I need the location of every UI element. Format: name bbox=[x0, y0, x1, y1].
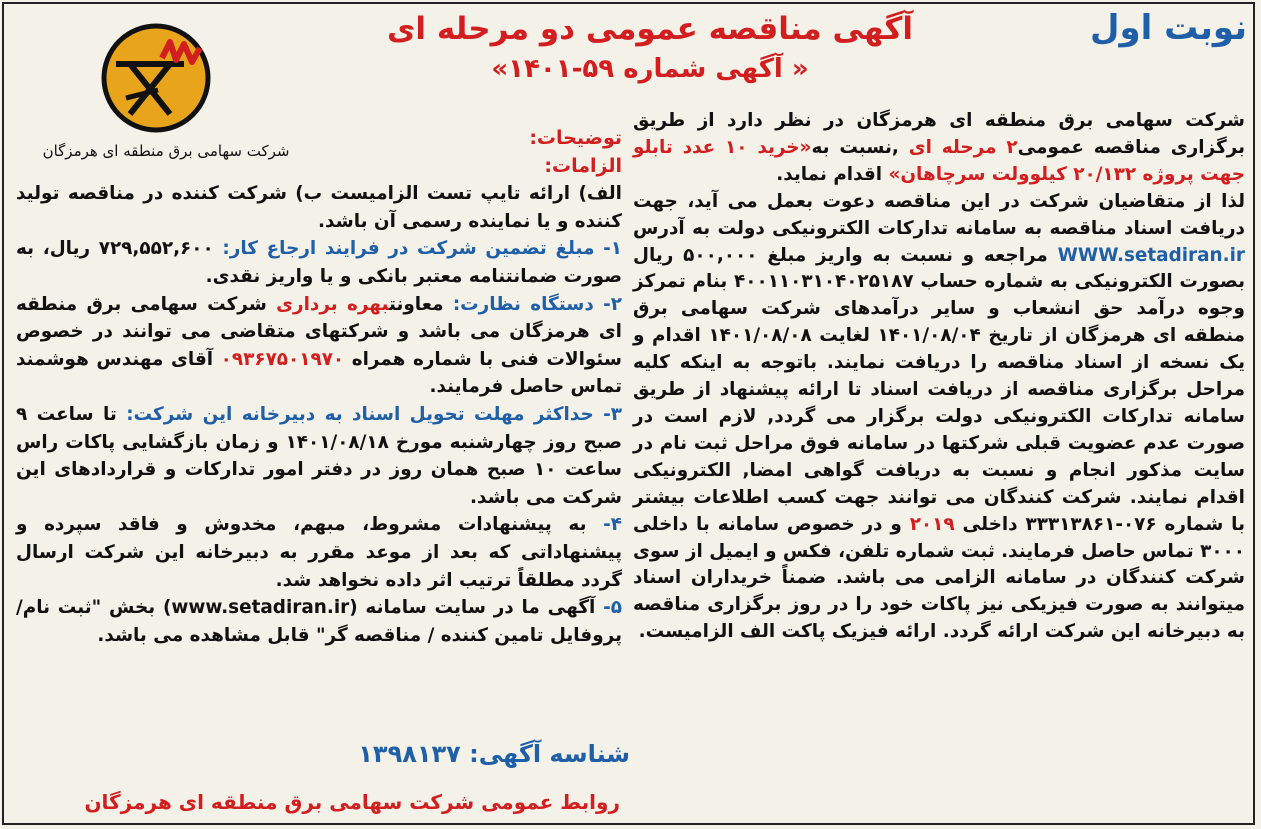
intro-text-a: در نظر دارد از طریق برگزاری مناقصه عمومی bbox=[633, 110, 1245, 158]
item-2-unit: بهره برداری bbox=[276, 293, 389, 315]
title-line-1: آگهی مناقصه عمومی دو مرحله ای bbox=[386, 11, 914, 47]
logo-caption: شرکت سهامی برق منطقه ای هرمزگان bbox=[42, 142, 290, 160]
item-5-label: ۵- bbox=[603, 597, 622, 619]
item-2-text-c: تماس حاصل فرمایند. bbox=[429, 376, 622, 398]
left-column bbox=[16, 125, 622, 649]
item-1-text: ۷۲۹,۵۵۲,۶۰۰ ریال، به صورت ضمانتنامه معتبر بانکی و یا واریز نقدی. bbox=[16, 238, 622, 287]
item-2-text-a: معاونت bbox=[388, 293, 453, 315]
notes-heading: توضیحات: bbox=[529, 127, 622, 149]
intro-text-c: اقدام نماید. bbox=[776, 163, 889, 185]
date-range: ۱۴۰۱/۰۸/۰۴ لغایت ۱۴۰۱/۰۸/۰۸ bbox=[708, 325, 981, 347]
item-3-text: تا ساعت ۹ صبح روز چهارشنبه مورخ ۱۴۰۱/۰۸/۱۸ و زمان بازگشایی پاکات راس ساعت ۱۰ صبح همان روز در دفتر امور تدارکات و قراردادهای این شرکت می باشد. bbox=[16, 403, 622, 508]
details-text-c: اقدام و یک نسخه از اسناد مناقصه را دریافت نمایند. باتوجه به اینکه کلیه مراحل برگزاری مناقصه از دریافت اسناد تا ارائه پیشنهاد از طریق سامانه تدارکات الکترونیکی دولت برگزار می گردد, لازم است در صورت عدم عضویت قبلی شرکتها در سامانه فوق مراحل ثبت نام در سایت مذکور انجام و نسبت به دریافت گواهی امضا, الکترونیکی اقدام نمایند. شرکت کنندگان می توانند جهت کسب اطلاعات بیشتر با شماره ۰۷۶-۳۳۳۱۳۸۶۱ داخلی bbox=[633, 325, 1245, 535]
two-stage-label: ۲ مرحله ای bbox=[908, 136, 1018, 158]
item-1-label: ۱- مبلغ تضمین شرکت در فرایند ارجاع کار: bbox=[222, 238, 622, 260]
item-1 bbox=[16, 235, 622, 290]
company-logo-icon bbox=[96, 18, 216, 138]
item-3 bbox=[16, 401, 622, 511]
nobat-label: نوبت اول bbox=[1090, 8, 1247, 48]
public-relations-signature: روابط عمومی شرکت سهامی برق منطقه ای هرمزگان bbox=[84, 790, 620, 814]
extension-number: ۲۰۱۹ bbox=[909, 513, 955, 535]
item-2-engineer: آقای مهندس هوشمند bbox=[16, 348, 221, 370]
intro-paragraph bbox=[633, 108, 1245, 189]
details-text-b: مراجعه و نسبت به واریز مبلغ ۵۰۰,۰۰۰ ریال بصورت الکترونیکی به شماره حساب ۴۰۰۱۱۰۳۱۰۴۰۲۵۱۸۷ بنام تمرکز وجوه درآمد حق انشعاب و سایر درآمدهای شرکت سهامی برق منطقه ای هرمزگان از تاریخ bbox=[633, 244, 1246, 347]
item-5-text: آگهی ما در سایت سامانه (www.setadiran.ir) بخش "ثبت نام/ پروفایل تامین کننده / مناقصه گر" قابل مشاهده می باشد. bbox=[16, 597, 622, 646]
item-3-label: ۳- حداکثر مهلت تحویل اسناد به دبیرخانه این شرکت: bbox=[126, 403, 622, 425]
item-2 bbox=[16, 291, 622, 401]
item-2-label: ۲- دستگاه نظارت: bbox=[452, 293, 622, 315]
right-column bbox=[633, 108, 1245, 646]
tender-subject: «خرید ۱۰ عدد تابلو جهت پروژه ۲۰/۱۳۲ کیلوولت سرچاهان» bbox=[633, 136, 1245, 185]
notice-title bbox=[310, 8, 990, 88]
ad-id: شناسه آگهی: ۱۳۹۸۱۳۷ bbox=[358, 740, 630, 768]
item-4-text: به پیشنهادات مشروط، مبهم، مخدوش و فاقد سپرده و پیشنهاداتی که بعد از موعد مقرر به دبیرخانه این شرکت ارسال گردد مطلقاً ترتیب اثر داده نخواهد شد. bbox=[16, 514, 622, 591]
requirements-heading: الزامات: bbox=[544, 154, 622, 177]
company-name: شرکت سهامی برق منطقه ای هرمزگان bbox=[856, 110, 1245, 131]
item-2-phone: ۰۹۳۶۷۵۰۱۹۷۰ bbox=[220, 348, 345, 370]
item-4-label: ۴- bbox=[603, 514, 622, 536]
setadiran-link[interactable]: WWW.setadiran.ir bbox=[1057, 244, 1245, 266]
item-5 bbox=[16, 594, 622, 649]
details-text-d: و در خصوص سامانه با داخلی ۳۰۰۰ تماس حاصل فرمایند. ثبت شماره تلفن، فکس و ایمیل از سوی شرکت کنندگان در سامانه الزامی می باشد. ضمناً خریداران اسناد میتوانند به صورت فیزیکی نیز پاکات خود را در روز برگزاری مناقصه به دبیرخانه این شرکت ارائه گردد. ارائه فیزیک پاکت الف الزامیست. bbox=[633, 513, 1245, 643]
intro-text-b: ,نسبت به bbox=[811, 136, 909, 158]
item-4 bbox=[16, 511, 622, 594]
title-line-2: « آگهی شماره ۵۹-۱۴۰۱» bbox=[491, 54, 809, 84]
details-text-a: لذا از متقاضیان شرکت در این مناقصه دعوت بعمل می آید، جهت دریافت اسناد مناقصه به سامانه تدارکات الکترونیکی دولت به آدرس bbox=[633, 190, 1245, 239]
details-paragraph bbox=[633, 189, 1245, 646]
requirement-a: الف) ارائه تایپ تست الزامیست ب) شرکت کننده در مناقصه تولید کننده و یا نماینده رسمی آن باشد. bbox=[16, 183, 622, 232]
item-2-text-b: شرکت سهامی برق منطقه ای هرمزگان می باشد و شرکتهای متقاضی می توانند در خصوص سئوالات فنی با شماره همراه bbox=[16, 293, 623, 370]
